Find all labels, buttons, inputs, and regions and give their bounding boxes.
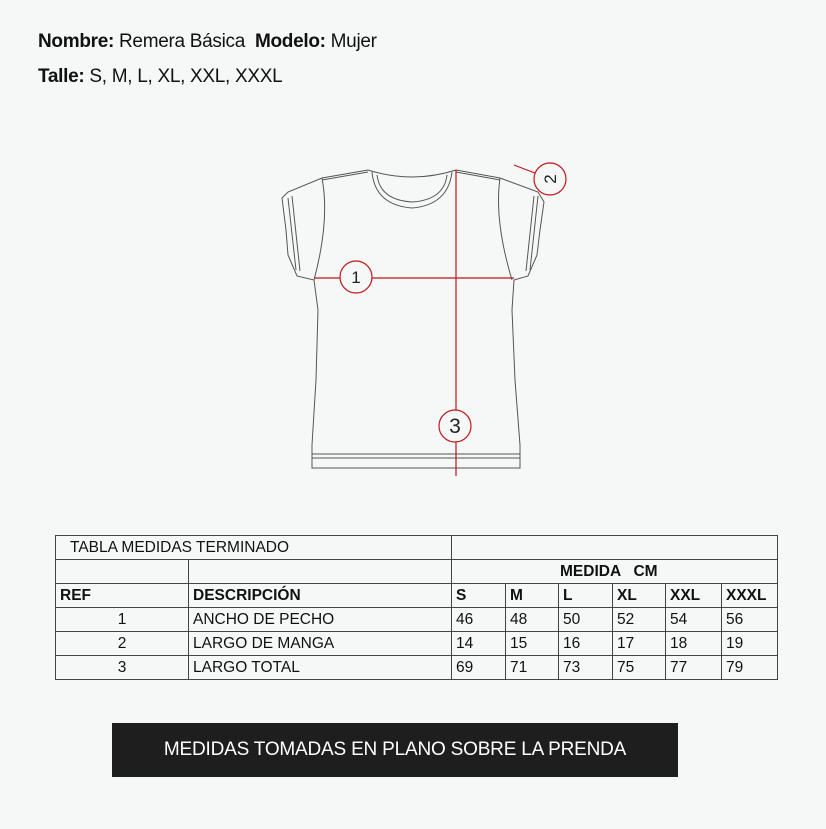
row-value: 46: [452, 608, 506, 632]
col-size: M: [506, 584, 559, 608]
table-title-row: [56, 536, 778, 560]
row-value: 16: [559, 632, 613, 656]
header-line-size: [38, 66, 282, 88]
tshirt-outline: [282, 170, 544, 468]
model-label: Modelo:: [254, 31, 326, 52]
row-value: 75: [613, 656, 666, 680]
row-value: 19: [722, 632, 778, 656]
row-value: 14: [452, 632, 506, 656]
row-ref: 3: [56, 656, 189, 680]
row-ref: 1: [56, 608, 189, 632]
table-measure-row: [56, 560, 778, 584]
row-value: 17: [613, 632, 666, 656]
row-desc: ANCHO DE PECHO: [189, 608, 452, 632]
row-value: 50: [559, 608, 613, 632]
row-value: 48: [506, 608, 559, 632]
col-size: XL: [613, 584, 666, 608]
col-desc: DESCRIPCIÓN: [189, 584, 452, 608]
name-label: Nombre:: [38, 31, 115, 52]
col-size: S: [452, 584, 506, 608]
col-size: XXXL: [722, 584, 778, 608]
model-value: Mujer: [330, 31, 377, 52]
row-value: 56: [722, 608, 778, 632]
row-desc: LARGO TOTAL: [189, 656, 452, 680]
tshirt-collar-outer: [368, 170, 456, 177]
col-size: L: [559, 584, 613, 608]
marker-label-3: 3: [449, 415, 461, 438]
table-row: [56, 656, 778, 680]
row-value: 54: [666, 608, 722, 632]
row-value: 79: [722, 656, 778, 680]
measurement-note-banner: MEDIDAS TOMADAS EN PLANO SOBRE LA PRENDA: [112, 723, 678, 777]
table-row: [56, 608, 778, 632]
table-row: [56, 632, 778, 656]
row-value: 52: [613, 608, 666, 632]
table-header-row: [56, 584, 778, 608]
marker-label-1: 1: [351, 268, 361, 287]
row-value: 69: [452, 656, 506, 680]
size-label: Talle:: [38, 66, 85, 87]
tshirt-diagram: [250, 150, 580, 480]
row-value: 71: [506, 656, 559, 680]
measure-header: MEDIDA CM: [452, 560, 778, 584]
measurements-table: [55, 535, 778, 680]
size-value: S, M, L, XL, XXL, XXXL: [89, 66, 283, 87]
row-ref: 2: [56, 632, 189, 656]
header-line-name: [38, 31, 377, 53]
name-value: Remera Básica: [119, 31, 245, 52]
row-value: 77: [666, 656, 722, 680]
col-ref: REF: [56, 584, 189, 608]
row-value: 73: [559, 656, 613, 680]
marker-label-2: 2: [541, 174, 560, 184]
row-value: 15: [506, 632, 559, 656]
row-value: 18: [666, 632, 722, 656]
col-size: XXL: [666, 584, 722, 608]
row-desc: LARGO DE MANGA: [189, 632, 452, 656]
table-title: TABLA MEDIDAS TERMINADO: [56, 536, 452, 560]
